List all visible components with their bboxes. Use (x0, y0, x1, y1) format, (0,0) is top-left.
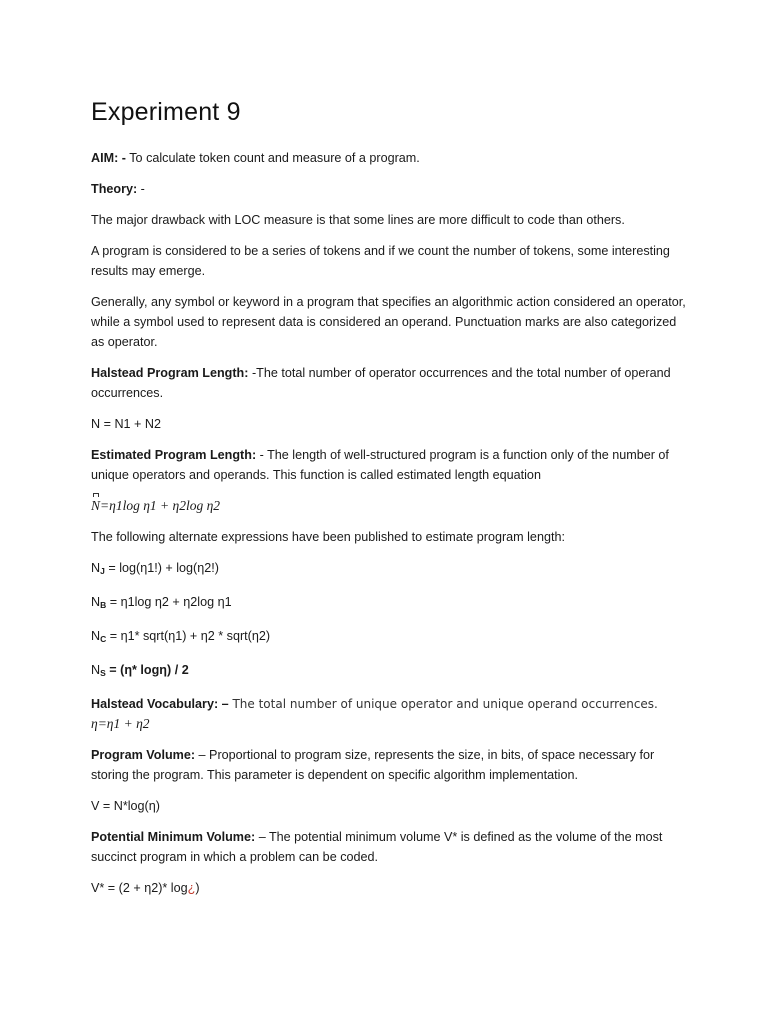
volume-text: – Proportional to program size, represents the size, in bits, of space necessary for storing the program. This parameter is dependent on specific algorithm implementation. (91, 748, 655, 782)
potential-volume-paragraph (91, 827, 691, 867)
formula-ns (91, 660, 691, 683)
formula-nhat-rhs: =η1log η1 + η2log η2 (100, 498, 221, 513)
theory-suffix: - (137, 182, 145, 196)
theory-heading (91, 179, 691, 199)
nj-expr: = log(η1!) + log(η2!) (104, 561, 219, 575)
formula-nhat (91, 496, 691, 516)
vocabulary-text: The total number of unique operator and unique operand occurrences. (228, 697, 658, 711)
paragraph-operators: Generally, any symbol or keyword in a program that specifies an algorithmic action considered an operator, while a symbol used to represent data is considered an operand. Punctuation marks are also categorized as operator. (91, 295, 686, 349)
vstar-pre: V* = (2 + η2)* log (91, 881, 188, 895)
nj-base: N (91, 561, 101, 575)
estimated-length-label: Estimated Program Length: (91, 448, 257, 462)
nc-base: N (91, 629, 101, 643)
n-hat-symbol: N (91, 496, 100, 516)
estimated-length-text: - The length of well-structured program is a function only of the number of unique operators and operands. This function is called estimated length equation (91, 448, 669, 482)
volume-label: Program Volume: (91, 748, 196, 762)
vocabulary-formula: η=η1 + η2 (91, 716, 150, 731)
vstar-post: ) (195, 881, 200, 895)
aim-line (91, 148, 691, 168)
page-title: Experiment 9 (91, 98, 241, 126)
formula-n: N = N1 + N2 (91, 417, 161, 431)
formula-vstar (91, 878, 691, 898)
volume-paragraph (91, 745, 691, 785)
formula-nb (91, 592, 691, 615)
potential-volume-text: – The potential minimum volume V* is defined as the volume of the most succinct program in which a problem can be coded. (91, 830, 663, 864)
nb-sub: B (100, 600, 107, 610)
halstead-length-paragraph (91, 363, 691, 403)
nc-sub: C (100, 634, 107, 644)
vocabulary-paragraph (91, 694, 691, 714)
formula-v: V = N*log(η) (91, 799, 160, 813)
aim-label: AIM: (91, 151, 119, 165)
halstead-length-label: Halstead Program Length: (91, 366, 249, 380)
ns-base: N (91, 663, 101, 677)
aim-dash: - (121, 151, 126, 165)
nb-base: N (91, 595, 101, 609)
estimated-length-paragraph (91, 445, 691, 485)
theory-label: Theory: (91, 182, 138, 196)
vocabulary-label: Halstead Vocabulary: – (91, 697, 229, 711)
nb-expr: = η1log η2 + η2log η1 (106, 595, 232, 609)
aim-text: To calculate token count and measure of a program. (129, 151, 420, 165)
paragraph-loc: The major drawback with LOC measure is that some lines are more difficult to code than others. (91, 213, 625, 227)
alternate-intro: The following alternate expressions have been published to estimate program length: (91, 530, 565, 544)
halstead-length-text: -The total number of operator occurrences and the total number of operand occurrences. (91, 366, 671, 400)
document-page (91, 96, 691, 909)
nj-sub: J (100, 566, 105, 576)
vstar-glyph: ¿ (187, 881, 196, 895)
paragraph-tokens: A program is considered to be a series of tokens and if we count the number of tokens, some interesting results may emerge. (91, 244, 670, 278)
formula-nc (91, 626, 691, 649)
ns-expr: = (η* logη) / 2 (105, 663, 189, 677)
nc-expr: = η1* sqrt(η1) + η2 * sqrt(η2) (106, 629, 271, 643)
formula-nj (91, 558, 691, 581)
potential-volume-label: Potential Minimum Volume: (91, 830, 256, 844)
ns-sub: S (100, 668, 106, 678)
